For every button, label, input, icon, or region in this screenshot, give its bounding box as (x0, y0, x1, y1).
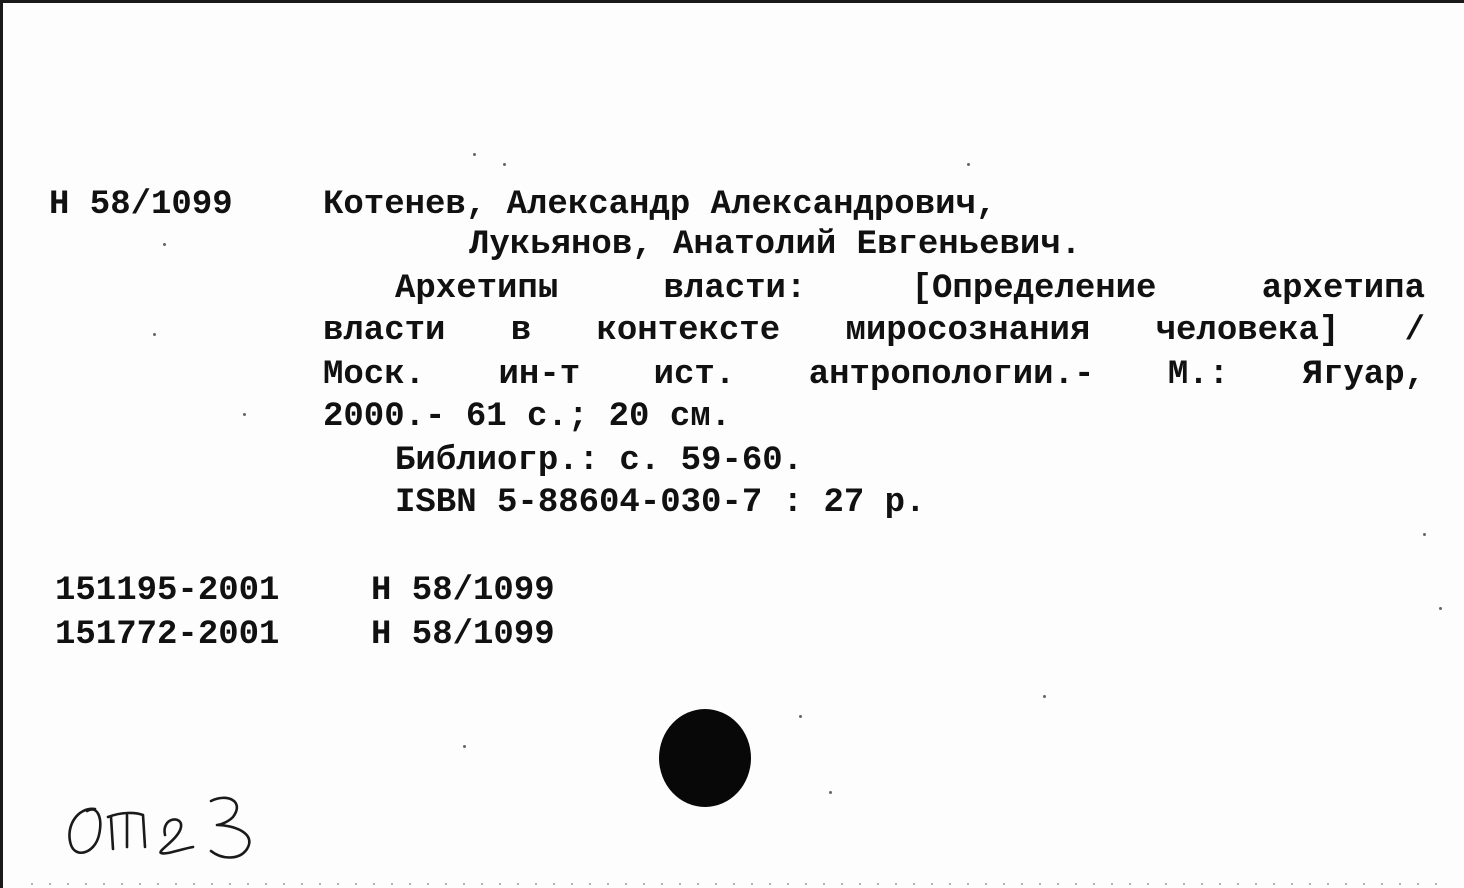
title-word: М.: (1167, 356, 1230, 394)
speck (503, 163, 506, 166)
handwritten-note (61, 787, 271, 867)
title-word: миросознания (845, 312, 1091, 350)
title-line-3 (323, 355, 1425, 395)
title-word: Ягуар, (1302, 356, 1425, 394)
copy-inventory-1: 151195-2001 (55, 572, 280, 610)
title-word: архетипа (1261, 270, 1425, 308)
title-word: антропологии.- (808, 356, 1095, 394)
bottom-edge-dots (23, 883, 1443, 885)
title-word: [Определение (911, 270, 1157, 308)
title-word: Моск. (323, 356, 426, 394)
speck (1423, 533, 1426, 536)
title-word: человека] (1155, 312, 1340, 350)
title-word: / (1404, 312, 1425, 350)
title-line-2 (323, 311, 1425, 351)
author-line: Котенев, Александр Александрович, (323, 186, 997, 224)
title-word: власти (323, 312, 446, 350)
speck (153, 333, 156, 336)
imprint-line: 2000.- 61 с.; 20 см. (323, 398, 732, 436)
title-word: в (510, 312, 532, 350)
speck (463, 745, 466, 748)
copy-shelf-mark-1: Н 58/1099 (371, 572, 555, 610)
title-word: ист. (653, 356, 736, 394)
speck (967, 163, 970, 166)
speck (243, 413, 246, 416)
bibliography-note: Библиогр.: с. 59-60. (395, 442, 804, 480)
speck (799, 715, 802, 718)
speck (829, 791, 832, 794)
copy-shelf-mark-2: Н 58/1099 (371, 616, 555, 654)
speck (1043, 695, 1046, 698)
punch-hole (659, 709, 751, 807)
coauthor-line: Лукьянов, Анатолий Евгеньевич. (469, 226, 1082, 264)
title-word: ин-т (498, 356, 581, 394)
speck (1439, 607, 1442, 610)
title-word: Архетипы (395, 270, 559, 308)
speck (163, 243, 166, 246)
title-word: контексте (596, 312, 781, 350)
title-line-1 (395, 269, 1425, 309)
shelf-mark: Н 58/1099 (49, 186, 233, 224)
title-word: власти: (663, 270, 807, 308)
copy-inventory-2: 151772-2001 (55, 616, 280, 654)
speck (473, 153, 476, 156)
isbn-price: ISBN 5-88604-030-7 : 27 р. (395, 484, 926, 522)
